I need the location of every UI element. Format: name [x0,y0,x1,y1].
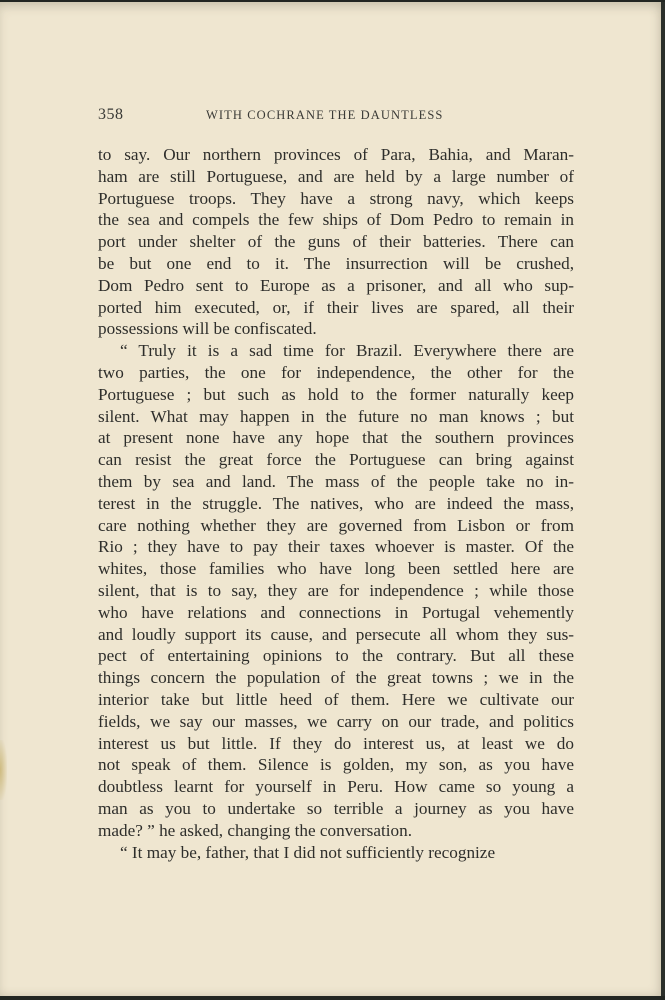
text-line: fields, we say our masses, we carry on our trade, and politics [98,711,574,731]
text-line: Portuguese ; but such as hold to the former naturally keep [98,384,574,404]
text-line: possessions will be confiscated. [98,319,317,339]
body-text [98,144,574,863]
text-line: be but one end to it. The insurrection will be crushed, [98,253,574,273]
text-line: things concern the population of the great towns ; we in the [98,668,574,688]
text-line: whites, those families who have long been settled here are [98,559,574,579]
text-line: not speak of them. Silence is golden, my son, as you have [98,755,574,775]
paragraph [98,144,574,340]
text-line: man as you to undertake so terrible a journey as you have [98,798,574,818]
text-line: ham are still Portuguese, and are held by a large number of [98,166,574,186]
page-number: 358 [98,106,124,123]
page-edge-shadow [661,2,665,996]
text-line: interest us but little. If they do interest us, at least we do [98,733,574,753]
text-line: silent. What may happen in the future no man knows ; but [98,406,574,426]
paragraph [98,340,574,841]
text-line: Dom Pedro sent to Europe as a prisoner, and all who sup- [98,275,574,295]
text-line: care nothing whether they are governed from Lisbon or from [98,515,574,535]
paragraph [98,842,574,864]
text-line: doubtless learnt for yourself in Peru. How came so young a [98,777,574,797]
running-title: WITH COCHRANE THE DAUNTLESS [206,108,444,122]
text-line: Portuguese troops. They have a strong navy, which keeps [98,188,574,208]
text-line: at present none have any hope that the southern provinces [98,428,574,448]
text-line: ported him executed, or, if their lives are spared, all their [98,297,574,317]
text-line: made? ” he asked, changing the conversation. [98,820,413,840]
running-header [98,106,568,126]
text-line: “ It may be, father, that I did not sufficiently recognize [120,842,496,862]
text-line: and loudly support its cause, and persecute all whom they sus- [98,624,574,644]
text-line: the sea and compels the few ships of Dom Pedro to remain in [98,210,574,230]
text-line: Rio ; they have to pay their taxes whoever is master. Of the [98,537,574,557]
text-line: to say. Our northern provinces of Para, Bahia, and Maran- [98,145,574,164]
text-line: pect of entertaining opinions to the contrary. But all these [98,646,574,666]
text-line: can resist the great force the Portuguese can bring against [98,450,574,470]
text-line: “ Truly it is a sad time for Brazil. Everywhere there are [120,341,574,361]
text-line: terest in the struggle. The natives, who are indeed the mass, [98,493,574,513]
text-line: silent, that is to say, they are for independence ; while those [98,580,574,600]
text-line: who have relations and connections in Portugal vehemently [98,602,574,622]
text-line: two parties, the one for independence, the other for the [98,362,574,382]
text-line: them by sea and land. The mass of the people take no in- [98,471,574,491]
text-line: interior take but little heed of them. Here we cultivate our [98,689,574,709]
paper-stain [0,740,7,800]
text-line: port under shelter of the guns of their batteries. There can [98,232,574,252]
